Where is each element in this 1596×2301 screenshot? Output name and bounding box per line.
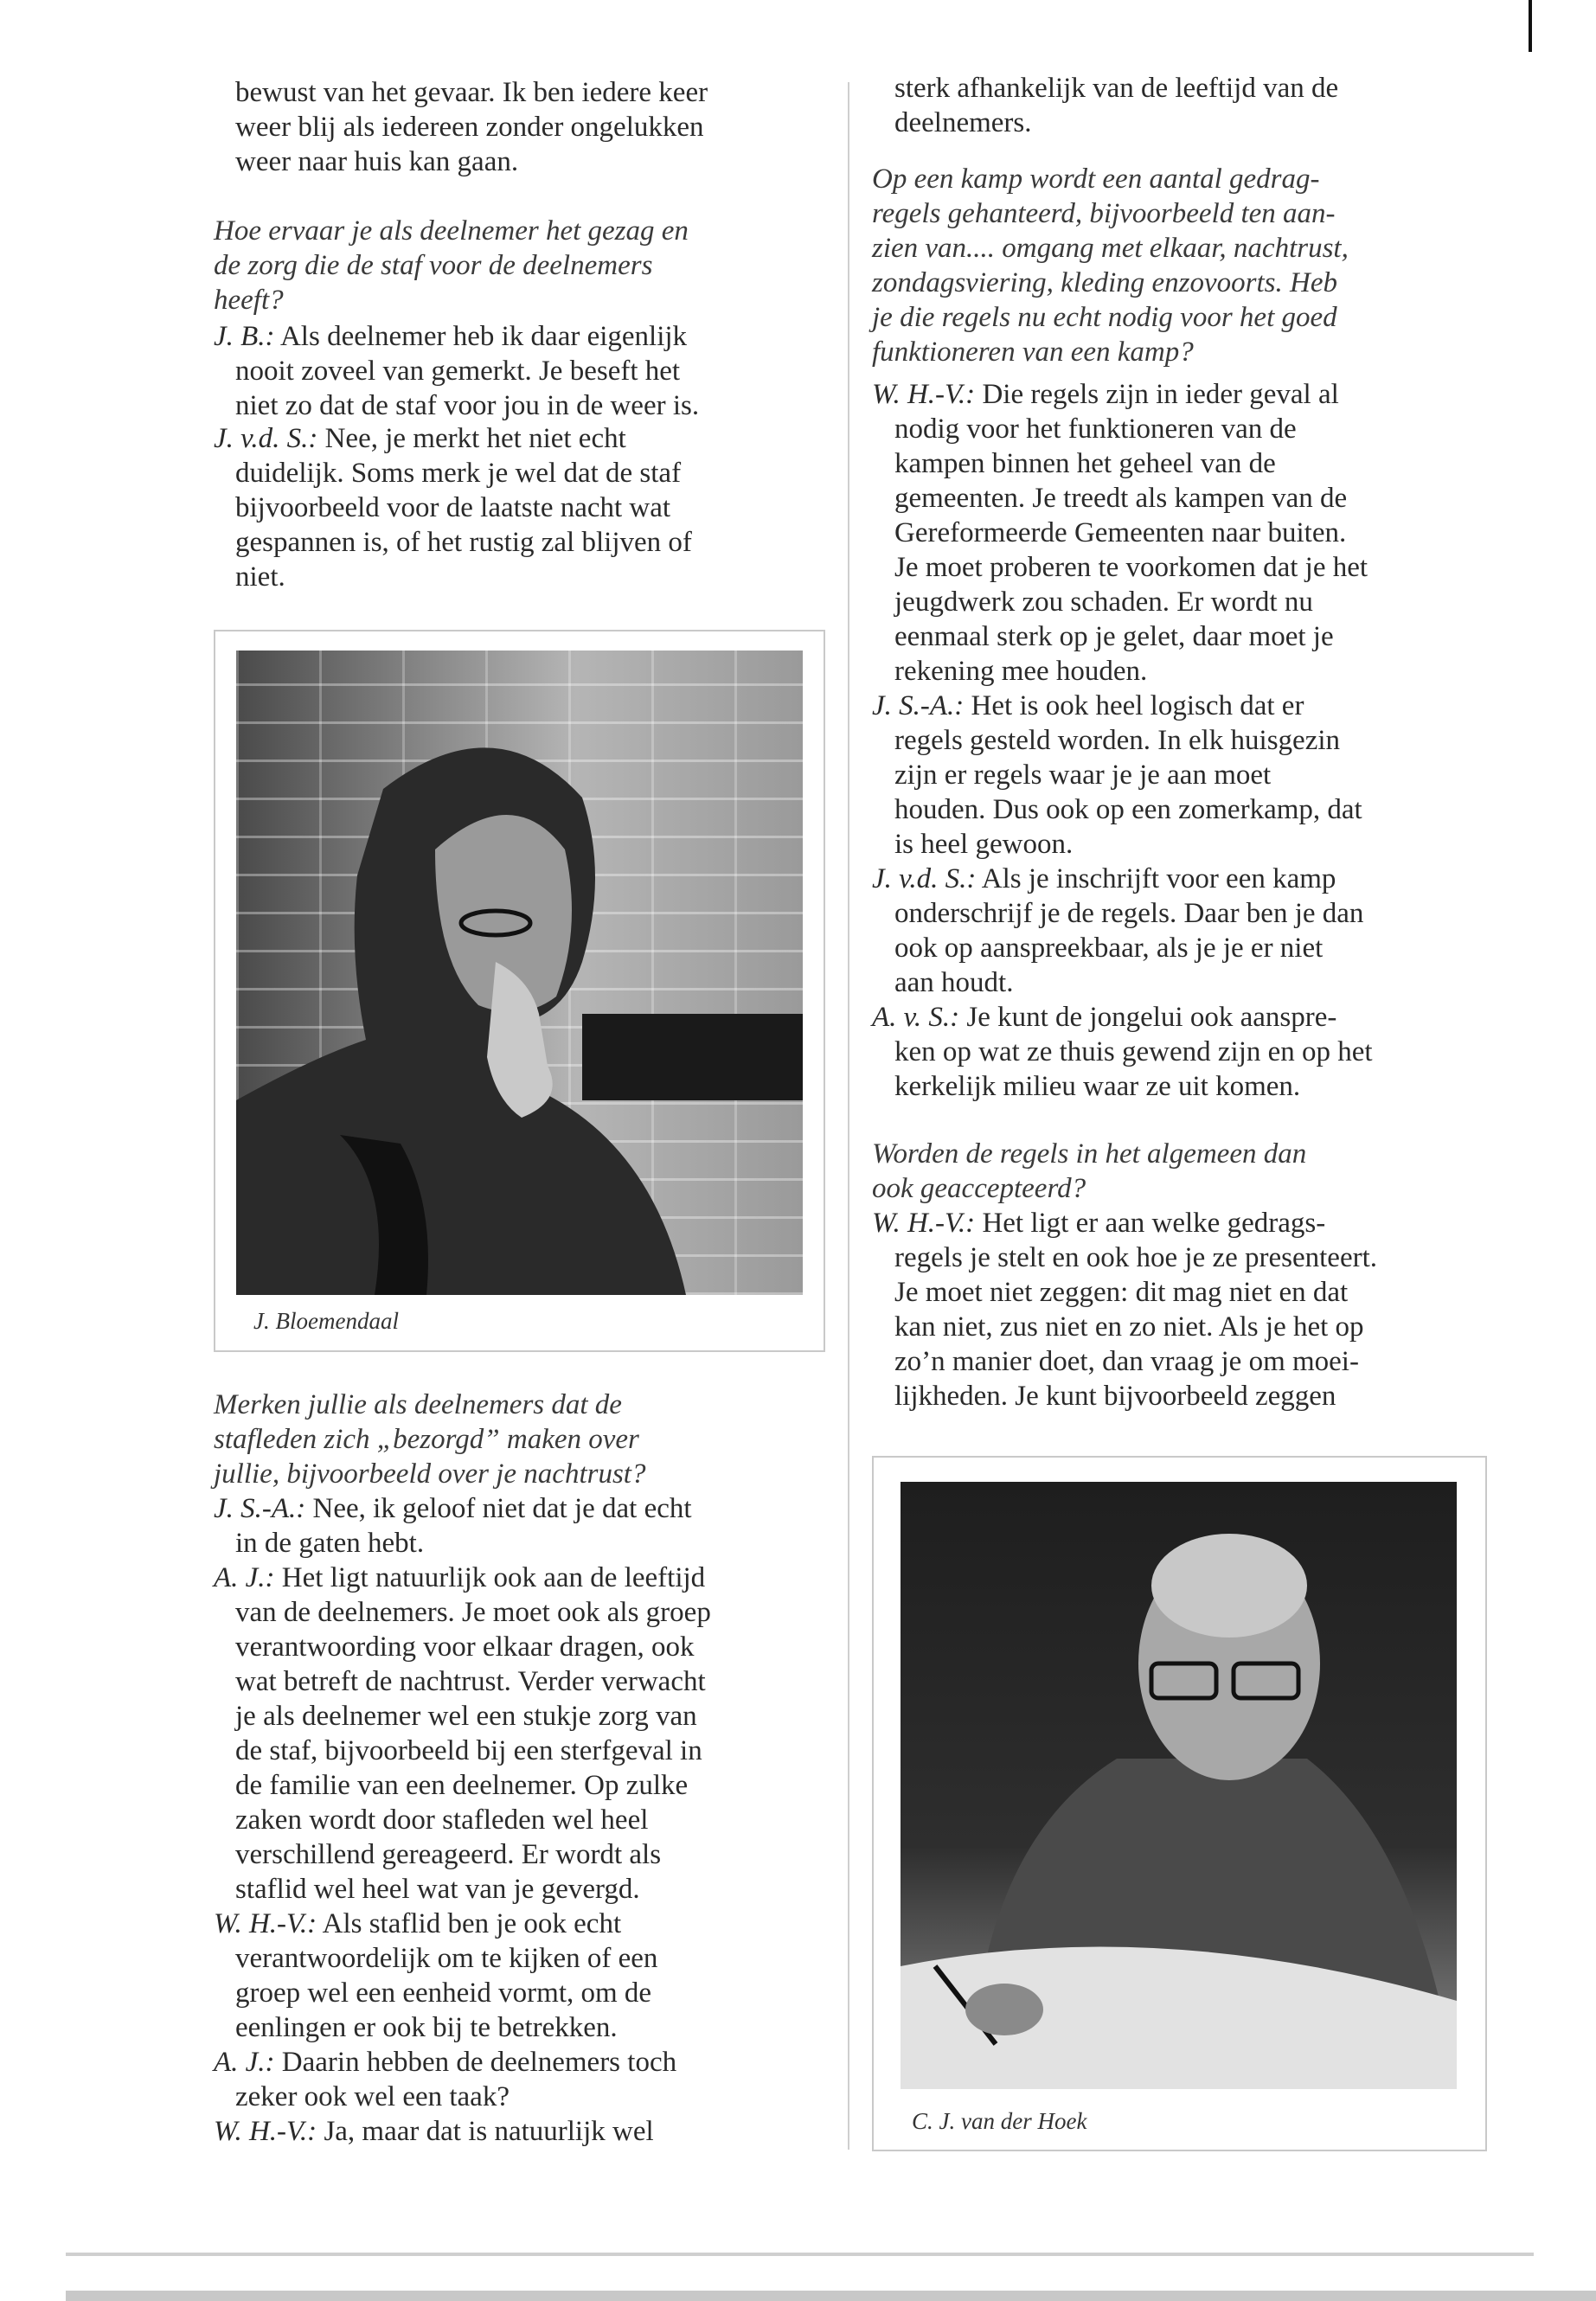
- answer-line: [235, 1872, 640, 1907]
- line-text: niet.: [235, 561, 285, 593]
- answer-line: [894, 1035, 1373, 1069]
- photo-bloemendaal: [236, 651, 803, 1295]
- answer-line: [894, 931, 1323, 965]
- line-text: ook geaccepteerd?: [872, 1173, 1086, 1204]
- speaker-label: W. H.-V.:: [872, 1208, 976, 1239]
- speaker-label: W. H.-V.:: [214, 2116, 317, 2147]
- speaker-label: W. H.-V.:: [214, 1908, 317, 1939]
- line-text: Worden de regels in het algemeen dan: [872, 1138, 1307, 1170]
- line-text: zaken wordt door stafleden wel heel: [235, 1804, 649, 1836]
- line-text: deelnemers.: [894, 107, 1032, 138]
- question-line: [872, 300, 1337, 335]
- answer-line: [235, 456, 681, 490]
- answer-line: [894, 516, 1346, 550]
- answer-line: [235, 1941, 657, 1976]
- question-line: [214, 214, 689, 248]
- line-text: is heel gewoon.: [894, 829, 1074, 860]
- line-text: zijn er regels waar je je aan moet: [894, 760, 1272, 791]
- line-text: Hoe ervaar je als deelnemer het gezag en: [214, 215, 689, 247]
- answer-line: [894, 1344, 1359, 1379]
- question-line: [214, 248, 652, 283]
- line-text: ken op wat ze thuis gewend zijn en op het: [894, 1036, 1373, 1067]
- line-text: Het ligt er aan welke gedrags-: [975, 1208, 1326, 1239]
- speaker-label: A. v. S.:: [872, 1002, 960, 1033]
- line-text: stafleden zich „bezorgd” maken over: [214, 1424, 639, 1455]
- answer-line: [235, 75, 708, 110]
- question-line: [872, 1137, 1306, 1171]
- speaker-label: A. J.:: [214, 1562, 275, 1593]
- portrait-silhouette: [901, 1482, 1457, 2089]
- line-text: Je moet proberen te voorkomen dat je het: [894, 552, 1368, 583]
- speaker-label: J. B.:: [214, 321, 275, 352]
- line-text: de staf, bijvoorbeeld bij een sterfgeval in: [235, 1735, 702, 1766]
- answer-line: [214, 1561, 705, 1595]
- line-text: regels je stelt en ook hoe je ze presenteert.: [894, 1242, 1378, 1273]
- line-text: ook op aanspreekbaar, als je je er niet: [894, 933, 1324, 964]
- answer-line: [214, 2114, 654, 2149]
- line-text: Het is ook heel logisch dat er: [964, 690, 1304, 721]
- answer-line: [872, 377, 1339, 412]
- answer-line: [235, 144, 518, 179]
- answer-line: [894, 446, 1276, 481]
- question-line: [872, 335, 1194, 369]
- answer-line: [235, 1699, 697, 1734]
- line-text: in de gaten hebt.: [235, 1528, 425, 1559]
- page-edge-mark: [1529, 0, 1532, 52]
- answer-line: [235, 1734, 702, 1768]
- answer-line: [872, 689, 1304, 723]
- question-line: [872, 266, 1337, 300]
- line-text: sterk afhankelijk van de leeftijd van de: [894, 73, 1339, 104]
- answer-line: [235, 1837, 661, 1872]
- answer-line: [235, 490, 670, 525]
- line-text: aan houdt.: [894, 967, 1014, 998]
- question-line: [214, 283, 284, 317]
- line-text: regels gesteld worden. In elk huisgezin: [894, 725, 1341, 756]
- answer-line: [214, 1907, 621, 1941]
- question-line: [872, 1171, 1086, 1206]
- line-text: Gereformeerde Gemeenten naar buiten.: [894, 517, 1347, 548]
- answer-line: [235, 1803, 648, 1837]
- answer-line: [894, 965, 1013, 1000]
- portrait-silhouette: [236, 651, 803, 1295]
- line-text: onderschrijf je de regels. Daar ben je dan: [894, 898, 1364, 929]
- question-line: [872, 196, 1336, 231]
- photo-caption-van-der-hoek: C. J. van der Hoek: [912, 2108, 1087, 2134]
- line-text: je als deelnemer wel een stukje zorg van: [235, 1701, 697, 1732]
- answer-line: [235, 1526, 424, 1561]
- answer-line: [894, 585, 1313, 619]
- line-text: lijkheden. Je kunt bijvoorbeeld zeggen: [894, 1381, 1336, 1412]
- answer-line: [894, 106, 1032, 140]
- answer-line: [894, 1069, 1300, 1104]
- answer-line: [894, 1275, 1348, 1310]
- line-text: Het ligt natuurlijk ook aan de leeftijd: [274, 1562, 706, 1593]
- answer-line: [235, 560, 285, 594]
- answer-line: [872, 1000, 1336, 1035]
- line-text: Daarin hebben de deelnemers toch: [274, 2047, 677, 2078]
- speaker-label: J. v.d. S.:: [214, 423, 318, 454]
- speaker-label: J. v.d. S.:: [872, 863, 977, 894]
- column-divider: [848, 82, 849, 2150]
- speaker-label: J. S.-A.:: [214, 1493, 306, 1524]
- answer-line: [894, 896, 1363, 931]
- question-line: [872, 231, 1349, 266]
- line-text: jeugdwerk zou schaden. Er wordt nu: [894, 586, 1313, 618]
- line-text: Merken jullie als deelnemers dat de: [214, 1389, 622, 1420]
- answer-line: [214, 2045, 676, 2080]
- answer-line: [894, 1310, 1364, 1344]
- line-text: nodig voor het funktioneren van de: [894, 413, 1297, 445]
- line-text: heeft?: [214, 285, 284, 316]
- answer-line: [894, 654, 1147, 689]
- line-text: weer naar huis kan gaan.: [235, 146, 519, 177]
- answer-line: [894, 758, 1271, 792]
- line-text: Op een kamp wordt een aantal gedrag-: [872, 163, 1320, 195]
- line-text: zondagsviering, kleding enzovoorts. Heb: [872, 267, 1338, 298]
- line-text: wat betreft de nachtrust. Verder verwacht: [235, 1666, 706, 1697]
- line-text: duidelijk. Soms merk je wel dat de staf: [235, 458, 682, 489]
- answer-line: [872, 862, 1336, 896]
- answer-line: [894, 792, 1362, 827]
- answer-line: [235, 1595, 711, 1630]
- answer-line: [235, 525, 692, 560]
- line-text: regels gehanteerd, bijvoorbeeld ten aan-: [872, 198, 1336, 229]
- line-text: niet zo dat de staf voor jou in de weer is.: [235, 390, 700, 421]
- answer-line: [235, 1976, 651, 2010]
- question-line: [214, 1388, 622, 1422]
- line-text: Als je inschrijft voor een kamp: [976, 863, 1336, 894]
- line-text: van de deelnemers. Je moet ook als groep: [235, 1597, 711, 1628]
- line-text: zo’n manier doet, dan vraag je om moei-: [894, 1346, 1359, 1377]
- line-text: kerkelijk milieu waar ze uit komen.: [894, 1071, 1301, 1102]
- photo-frame-van-der-hoek: [872, 1456, 1487, 2151]
- line-text: gemeenten. Je treedt als kampen van de: [894, 483, 1348, 514]
- answer-line: [894, 723, 1340, 758]
- answer-line: [894, 1240, 1377, 1275]
- answer-line: [894, 481, 1347, 516]
- line-text: gespannen is, of het rustig zal blijven of: [235, 527, 692, 558]
- answer-line: [235, 1664, 706, 1699]
- answer-line: [214, 1491, 692, 1526]
- answer-line: [894, 1379, 1336, 1413]
- line-text: groep wel een eenheid vormt, om de: [235, 1977, 652, 2009]
- photo-frame-bloemendaal: [214, 630, 825, 1352]
- answer-line: [235, 110, 704, 144]
- line-text: jullie, bijvoorbeeld over je nachtrust?: [214, 1458, 646, 1490]
- line-text: nooit zoveel van gemerkt. Je beseft het: [235, 356, 681, 387]
- question-line: [214, 1457, 645, 1491]
- answer-line: [235, 2010, 618, 2045]
- line-text: Je kunt de jongelui ook aanspre-: [959, 1002, 1337, 1033]
- answer-line: [235, 1768, 688, 1803]
- line-text: weer blij als iedereen zonder ongelukken: [235, 112, 704, 143]
- line-text: kan niet, zus niet en zo niet. Als je het op: [894, 1311, 1364, 1343]
- line-text: kampen binnen het geheel van de: [894, 448, 1276, 479]
- line-text: Nee, je merkt het niet echt: [317, 423, 626, 454]
- line-text: staflid wel heel wat van je gevergd.: [235, 1874, 640, 1905]
- line-text: verschillend gereageerd. Er wordt als: [235, 1839, 662, 1870]
- answer-line: [235, 388, 699, 423]
- question-line: [872, 162, 1320, 196]
- answer-line: [214, 319, 687, 354]
- answer-line: [894, 412, 1297, 446]
- answer-line: [894, 619, 1334, 654]
- line-text: Die regels zijn in ieder geval al: [975, 379, 1339, 410]
- line-text: je die regels nu echt nodig voor het goed: [872, 302, 1337, 333]
- answer-line: [235, 1630, 695, 1664]
- answer-line: [235, 2080, 510, 2114]
- line-text: de zorg die de staf voor de deelnemers: [214, 250, 653, 281]
- line-text: Nee, ik geloof niet dat je dat echt: [305, 1493, 692, 1524]
- question-line: [214, 1422, 639, 1457]
- photo-van-der-hoek: [901, 1482, 1457, 2089]
- answer-line: [235, 354, 680, 388]
- speaker-label: J. S.-A.:: [872, 690, 965, 721]
- line-text: Als staflid ben je ook echt: [317, 1908, 622, 1939]
- footer-band: [66, 2291, 1596, 2301]
- line-text: rekening mee houden.: [894, 656, 1148, 687]
- answer-line: [894, 550, 1368, 585]
- line-text: houden. Dus ook op een zomerkamp, dat: [894, 794, 1362, 825]
- line-text: Als deelnemer heb ik daar eigenlijk: [274, 321, 688, 352]
- line-text: de familie van een deelnemer. Op zulke: [235, 1770, 689, 1801]
- speaker-label: A. J.:: [214, 2047, 275, 2078]
- footer-rule: [66, 2253, 1534, 2256]
- speaker-label: W. H.-V.:: [872, 379, 976, 410]
- line-text: zeker ook wel een taak?: [235, 2081, 510, 2112]
- line-text: eenmaal sterk op je gelet, daar moet je: [894, 621, 1334, 652]
- line-text: verantwoordelijk om te kijken of een: [235, 1943, 658, 1974]
- line-text: bewust van het gevaar. Ik ben iedere keer: [235, 77, 708, 108]
- line-text: funktioneren van een kamp?: [872, 336, 1194, 368]
- line-text: bijvoorbeeld voor de laatste nacht wat: [235, 492, 671, 523]
- answer-line: [894, 827, 1073, 862]
- photo-caption-bloemendaal: J. Bloemendaal: [253, 1308, 399, 1334]
- line-text: eenlingen er ook bij te betrekken.: [235, 2012, 618, 2043]
- line-text: zien van.... omgang met elkaar, nachtrust,: [872, 233, 1349, 264]
- answer-line: [214, 421, 626, 456]
- line-text: verantwoording voor elkaar dragen, ook: [235, 1631, 695, 1663]
- answer-line: [872, 1206, 1325, 1240]
- line-text: Ja, maar dat is natuurlijk wel: [317, 2116, 654, 2147]
- answer-line: [894, 71, 1338, 106]
- line-text: Je moet niet zeggen: dit mag niet en dat: [894, 1277, 1349, 1308]
